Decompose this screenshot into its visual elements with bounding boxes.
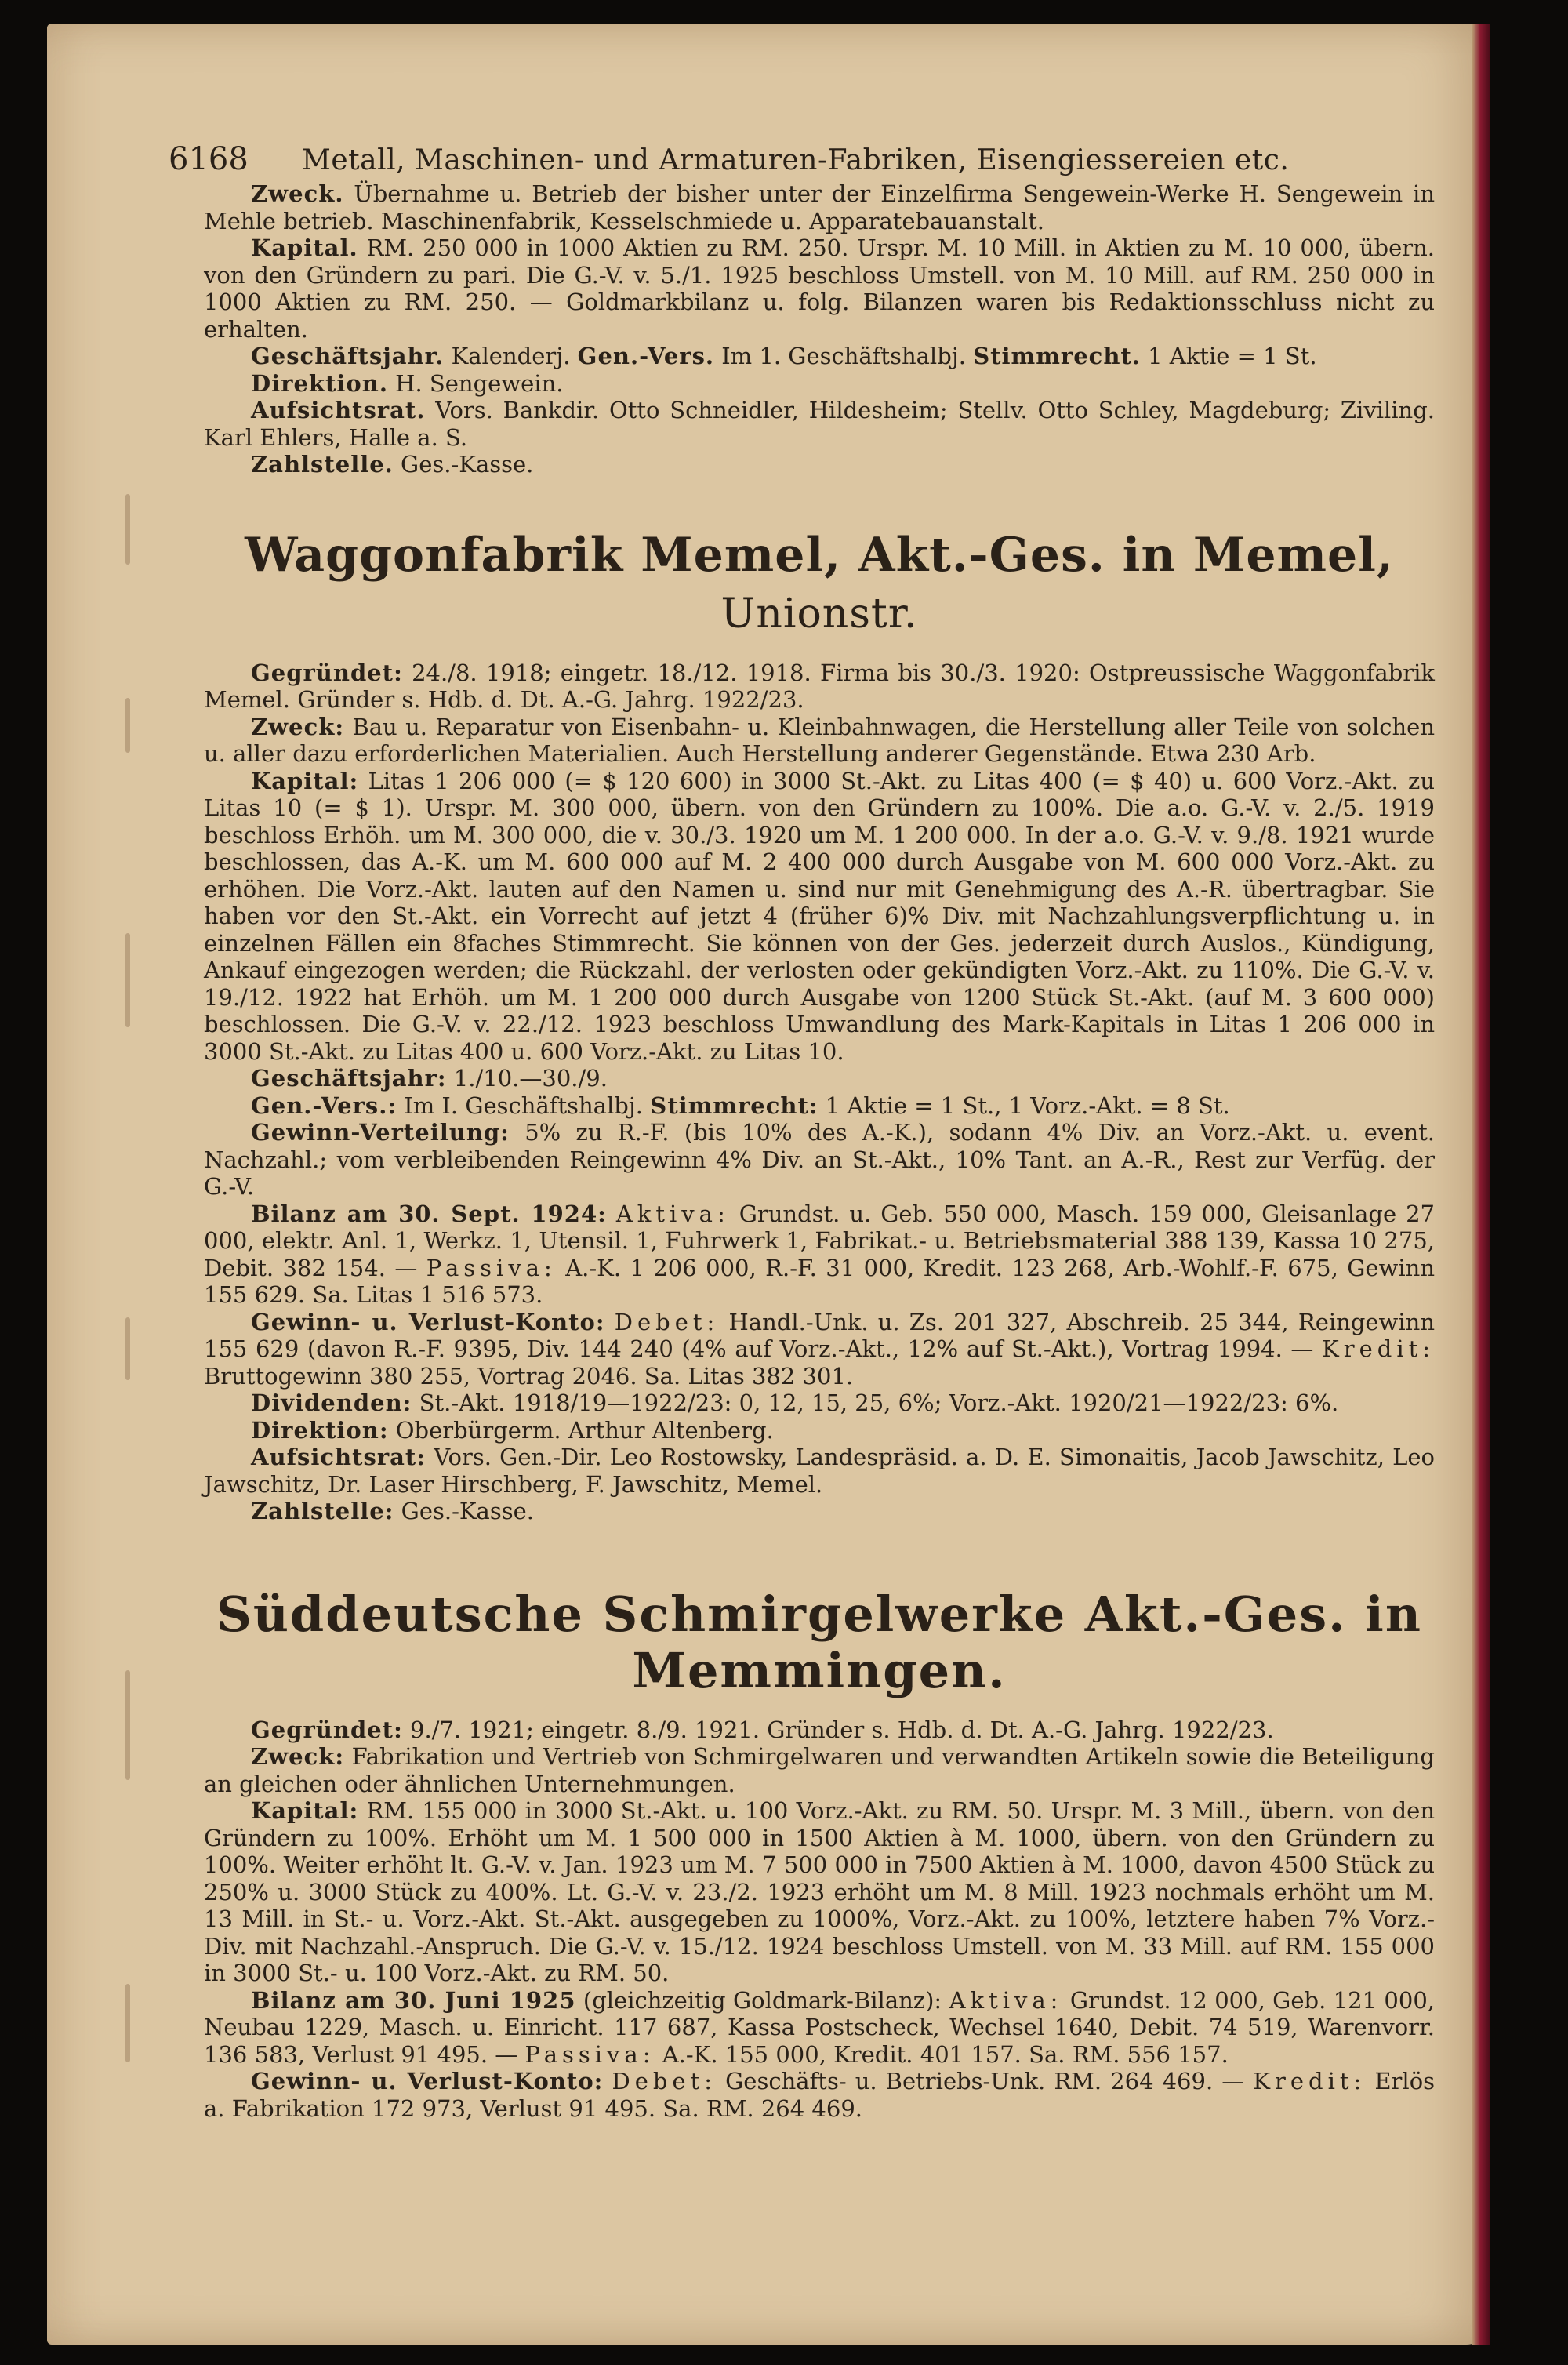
para-kapital: Kapital: RM. 155 000 in 3000 St.-Akt. u. 100 Vorz.-Akt. zu RM. 50. Urspr. M. 3 Mill., übern. von den Gründern zu 100%. Erhöht um M. 1 500 000 in 1500 Aktien à M. 1000, übern. von den Gründern zu 100%. Weiter erhöht lt. G.-V. v. Jan. 1923 um M. 7 500 000 in 7500 Aktien à M. 1000, davon 4500 Stück zu 250% u. 3000 Stück zu 400%. Lt. G.-V. v. 23./2. 1923 erhöht um M. 8 Mill. 1923 nochmals erhöht um M. 13 Mill. in St.- u. Vorz.-Akt. St.-Akt. ausgegeben zu 1000%, Vorz.-Akt. zu 100%, letztere haben 7% Vorz.-Div. mit Nachzahl.-Anspruch. Die G.-V. v. 15./12. 1924 beschloss Umstell. von M. 33 Mill. auf RM. 155 000 in 3000 St.- u. 100 Vorz.-Akt. zu RM. 50.	[204, 1797, 1436, 1986]
para-kapital: Kapital. RM. 250 000 in 1000 Aktien zu RM. 250. Urspr. M. 10 Mill. in Aktien zu M. 10 000, übern. von den Gründern zu pari. Die G.-V. v. 5./1. 1925 beschloss Umstell. von M. 10 Mill. auf RM. 250 000 in 1000 Aktien zu RM. 250. — Goldmarkbilanz u. folg. Bilanzen waren bis Redaktionsschluss nicht zu erhalten.	[204, 234, 1436, 343]
para-bilanz: Bilanz am 30. Juni 1925 (gleichzeitig Goldmark-Bilanz): Aktiva: Grundst. 12 000, Geb. 121 000, Neubau 1229, Masch. u. Einricht. 117 687, Kassa Postscheck, Wechsel 1640, Debit. 74 519, Warenvorr. 136 583, Verlust 91 495. — Passiva: A.-K. 155 000, Kredit. 401 157. Sa. RM. 556 157.	[204, 1986, 1435, 2068]
para-direktion: Direktion. H. Sengewein.	[251, 369, 564, 397]
para-dividenden: Dividenden: St.-Akt. 1918/19—1922/23: 0, 12, 15, 25, 6%; Vorz.-Akt. 1920/21—1922/23: 6%.	[251, 1390, 1339, 1416]
entry-sueddeutsche-schmirgelwerke	[204, 1586, 1435, 2123]
para-guv: Gewinn- u. Verlust-Konto: Debet: Handl.-Unk. u. Zs. 201 327, Abschreib. 25 344, Reingewinn 155 629 (davon R.-F. 9395, Div. 144 240 (4% auf Vorz.-Akt., 12% auf St.-Akt.), Vortrag 1994. — Kredit: Bruttogewinn 380 255, Vortrag 2046. Sa. Litas 382 301.	[204, 1308, 1436, 1390]
para-geschaeftsjahr: Geschäftsjahr. Kalenderj. Gen.-Vers. Im 1. Geschäftshalbj. Stimmrecht. 1 Aktie = 1 St.	[251, 343, 1317, 369]
para-zweck: Zweck. Übernahme u. Betrieb der bisher unter der Einzelfirma Sengewein-Werke H. Sengewein in Mehle betrieb. Maschinenfabrik, Kesselschmiede u. Apparatebauanstalt.	[204, 180, 1436, 234]
company-name: Süddeutsche Schmirgelwerke Akt.-Ges. in Memmingen.	[216, 1585, 1422, 1699]
para-guv: Gewinn- u. Verlust-Konto: Debet: Geschäfts- u. Betriebs-Unk. RM. 264 469. — Kredit: Erlös a. Fabrikation 172 973, Verlust 91 495. Sa. RM. 264 469.	[204, 2068, 1436, 2122]
company-address: Unionstr.	[720, 590, 918, 638]
margin-marks	[125, 494, 149, 2219]
para-kapital: Kapital: Litas 1 206 000 (= $ 120 600) in 3000 St.-Akt. zu Litas 400 (= $ 40) u. 600 Vorz.-Akt. zu Litas 10 (= $ 1). Urspr. M. 300 000, übern. von den Gründern zu 100%. Die a.o. G.-V. v. 2./5. 1919 beschloss Erhöh. um M. 300 000, die v. 30./3. 1920 um M. 1 200 000. In der a.o. G.-V. v. 9./8. 1921 wurde beschlossen, das A.-K. um M. 600 000 auf M. 2 400 000 durch Ausgabe von M. 600 000 Vorz.-Akt. zu erhöhen. Die Vorz.-Akt. lauten auf den Namen u. sind nur mit Genehmigung des A.-R. übertragbar. Sie haben vor den St.-Akt. ein Vorrecht auf jetzt 4 (früher 6)% Div. mit Nachzahlungsverpflichtung u. in einzelnen Fällen ein 8faches Stimmrecht. Sie können von der Ges. jederzeit durch Auslos., Kündigung, Ankauf eingezogen werden; die Rückzahl. der verlosten oder gekündigten Vorz.-Akt. zu 110%. Die G.-V. v. 19./12. 1922 hat Erhöh. um M. 1 200 000 durch Ausgabe von 1200 Stück St.-Akt. (auf M. 3 600 000) beschlossen. Die G.-V. v. 22./12. 1923 beschloss Umwandlung des Mark-Kapitals in Litas 1 206 000 in 3000 St.-Akt. zu Litas 400 u. 600 Vorz.-Akt. zu Litas 10.	[204, 767, 1436, 1065]
para-genvers: Gen.-Vers.: Im I. Geschäftshalbj. Stimmrecht: 1 Aktie = 1 St., 1 Vorz.-Akt. = 8 St.	[251, 1092, 1230, 1119]
para-gegruendet: Gegründet: 9./7. 1921; eingetr. 8./9. 1921. Gründer s. Hdb. d. Dt. A.-G. Jahrg. 1922/23.	[251, 1716, 1274, 1743]
company-name: Waggonfabrik Memel, Akt.-Ges. in Memel,	[245, 527, 1394, 583]
running-title: Metall, Maschinen- und Armaturen-Fabriken, Eisengiessereien etc.	[302, 144, 1290, 176]
para-gegruendet: Gegründet: 24./8. 1918; eingetr. 18./12. 1918. Firma bis 30./3. 1920: Ostpreussische Waggonfabrik Memel. Gründer s. Hdb. d. Dt. A.-G. Jahrg. 1922/23.	[204, 659, 1435, 713]
para-geschaeftsjahr: Geschäftsjahr: 1./10.—30./9.	[251, 1065, 608, 1092]
entry-sengewein	[204, 180, 1435, 478]
page-number: 6168	[169, 141, 249, 177]
company-title	[204, 527, 1435, 642]
para-gewinnverteilung: Gewinn-Verteilung: 5% zu R.-F. (bis 10% des A.-K.), sodann 4% Div. an Vorz.-Akt. u. event. Nachzahl.; vom verbleibenden Reingewinn 4% Div. an St.-Akt., 10% Tant. an A.-R., Rest zur Verfüg. der G.-V.	[204, 1119, 1435, 1200]
para-aufsichtsrat: Aufsichtsrat: Vors. Gen.-Dir. Leo Rostowsky, Landespräsid. a. D. E. Simonaitis, Jacob Jawschitz, Leo Jawschitz, Dr. Laser Hirschberg, F. Jawschitz, Memel.	[204, 1444, 1435, 1498]
page-header	[169, 141, 1454, 177]
book-spine	[1472, 24, 1490, 2345]
para-zahlstelle: Zahlstelle. Ges.-Kasse.	[251, 451, 534, 478]
para-zweck: Zweck: Fabrikation und Vertrieb von Schmirgelwaren und verwandten Artikeln sowie die Beteiligung an gleichen oder ähnlichen Unternehmungen.	[204, 1743, 1435, 1797]
company-title	[204, 1586, 1435, 1699]
page-content	[204, 180, 1435, 2122]
entry-waggonfabrik-memel	[204, 527, 1435, 1525]
para-direktion: Direktion: Oberbürgerm. Arthur Altenberg.	[251, 1416, 774, 1444]
para-bilanz: Bilanz am 30. Sept. 1924: Aktiva: Grundst. u. Geb. 550 000, Masch. 159 000, Gleisanlage 27 000, elektr. Anl. 1, Werkz. 1, Utensil. 1, Fuhrwerk 1, Fabrikat.- u. Betriebsmaterial 388 139, Kassa 10 275, Debit. 382 154. — Passiva: A.-K. 1 206 000, R.-F. 31 000, Kredit. 123 268, Arb.-Wohlf.-F. 675, Gewinn 155 629. Sa. Litas 1 516 573.	[204, 1200, 1436, 1308]
para-zahlstelle: Zahlstelle: Ges.-Kasse.	[251, 1498, 534, 1524]
para-zweck: Zweck: Bau u. Reparatur von Eisenbahn- u. Kleinbahnwagen, die Herstellung aller Teile von solchen u. aller dazu erforderlichen Materialien. Auch Herstellung anderer Gegenstände. Etwa 230 Arb.	[204, 713, 1436, 767]
para-aufsichtsrat: Aufsichtsrat. Vors. Bankdir. Otto Schneidler, Hildesheim; Stellv. Otto Schley, Magdeburg; Ziviling. Karl Ehlers, Halle a. S.	[204, 397, 1436, 451]
